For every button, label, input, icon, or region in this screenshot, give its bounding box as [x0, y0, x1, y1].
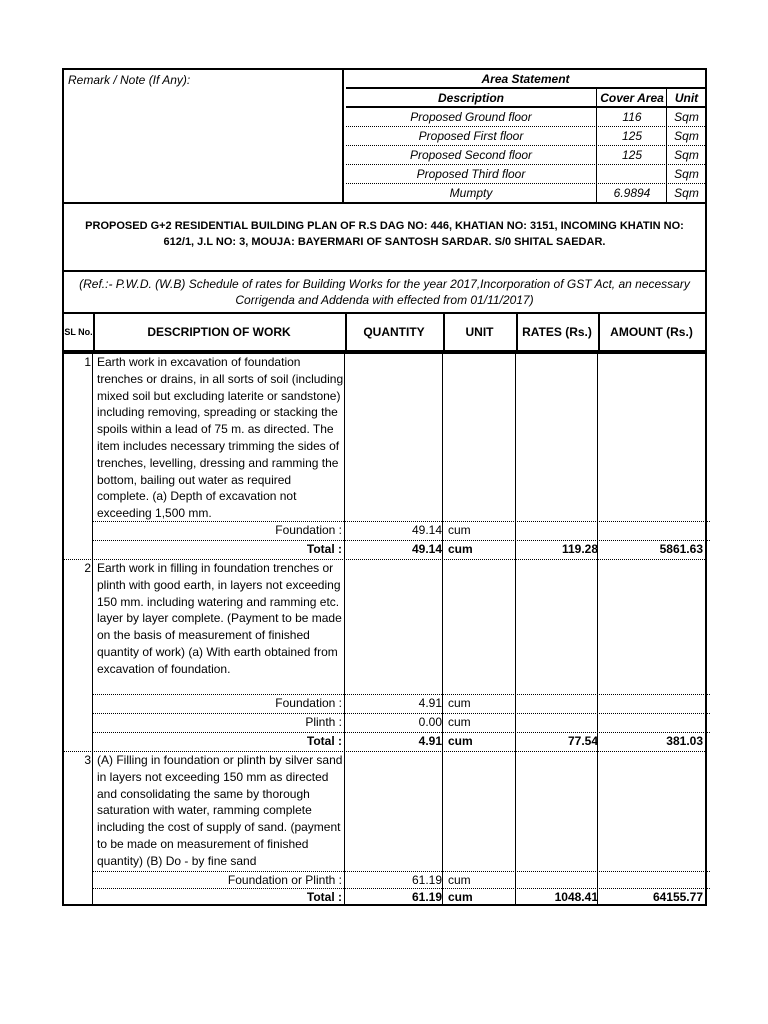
area-row-cover-area: 125 [596, 146, 667, 165]
header-block [62, 68, 707, 204]
area-row-unit: Sqm [666, 108, 706, 127]
total-amount: 64155.77 [652, 890, 703, 904]
col-header-description: DESCRIPTION OF WORK [93, 314, 347, 350]
total-quantity: 49.14 [411, 542, 442, 556]
sub-quantity: 4.91 [418, 696, 442, 710]
sub-row [93, 694, 710, 713]
total-amount: 5861.63 [659, 542, 703, 556]
area-row-unit: Sqm [666, 127, 706, 146]
item-description: Earth work in filling in foundation trenches or plinth with good earth, in layers not exceeding 150 mm. including watering and ramming etc. layer by layer complete. (Payment to be made on the basis of measurement of finished quantity of work) (a) With earth obtained from excavation of foundation. [97, 561, 342, 676]
sub-label: Plinth : [305, 715, 342, 729]
area-statement-title: Area Statement [346, 70, 705, 89]
work-items-table [62, 352, 707, 906]
sub-quantity: 61.19 [411, 873, 442, 887]
area-row-cover-area [596, 165, 667, 184]
total-unit: cum [448, 734, 473, 748]
area-row [346, 146, 705, 165]
sub-quantity: 0.00 [418, 715, 442, 729]
col-divider [442, 354, 443, 904]
sub-label: Foundation : [275, 696, 342, 710]
area-row-description: Proposed Third floor [416, 167, 526, 181]
total-rate: 1048.41 [554, 890, 598, 904]
sub-label: Foundation : [275, 523, 342, 537]
sub-unit: cum [448, 873, 471, 887]
total-row [93, 540, 710, 559]
total-label: Total : [306, 542, 342, 556]
item-sl: 2 [84, 561, 91, 575]
area-row-unit: Sqm [666, 184, 706, 203]
total-row [93, 732, 710, 751]
col-header-sl: SL No. [64, 314, 95, 350]
area-row [346, 165, 705, 184]
area-row-description: Mumpty [449, 186, 493, 200]
total-rate: 119.28 [561, 542, 598, 556]
sub-label: Foundation or Plinth : [227, 873, 342, 887]
area-row-cover-area: 6.9894 [596, 184, 667, 203]
total-unit: cum [448, 542, 473, 556]
item-sl: 1 [84, 355, 91, 369]
area-row-description: Proposed Second floor [409, 148, 533, 162]
col-header-rates: RATES (Rs.) [516, 314, 600, 350]
sub-unit: cum [448, 715, 471, 729]
total-rate: 77.54 [567, 734, 598, 748]
area-row [346, 184, 705, 203]
total-quantity: 61.19 [411, 890, 442, 904]
area-row [346, 127, 705, 146]
sub-unit: cum [448, 696, 471, 710]
item-description: (A) Filling in foundation or plinth by silver sand in layers not exceeding 150 mm as directed and consolidating the same by thorough saturation with water, ramming complete including the cost of supply of sand. (payment to be made on measurement of finished quantity) (B) Do - by fine sand [97, 753, 343, 868]
col-divider [515, 354, 516, 904]
remark-label: Remark / Note (If Any): [68, 73, 191, 87]
project-title: PROPOSED G+2 RESIDENTIAL BUILDING PLAN OF R.S DAG NO: 446, KHATIAN NO: 3151, INCOMING KHATIN NO: 612/1, J.L NO: 3, MOUJA: BAYERMARI OF SANTOSH SARDAR. S/0 SHITAL SAEDAR. [62, 204, 707, 272]
remark-cell [64, 70, 344, 202]
col-divider [597, 354, 598, 904]
col-header-unit: UNIT [443, 314, 518, 350]
sub-row [93, 521, 710, 540]
col-divider [92, 354, 93, 904]
total-label: Total : [306, 890, 342, 904]
reference-note: (Ref.:- P.W.D. (W.B) Schedule of rates for Building Works for the year 2017,Incorporation of GST Act, an necessary Corrigenda and Addenda with effected from 01/11/2017) [62, 272, 707, 314]
col-header-amount: AMOUNT (Rs.) [610, 325, 693, 339]
sub-unit: cum [448, 523, 471, 537]
area-row-unit: Sqm [666, 146, 706, 165]
area-header-unit: Unit [666, 89, 706, 108]
item-description: Earth work in excavation of foundation trenches or drains, in all sorts of soil (including mixed soil but excluding laterite or sandstone) including removing, spreading or stacking the spoils within a lead of 75 m. as directed. The item includes necessary trimming the sides of trenches, levelling, dressing and ramming the bottom, bailing out water as required complete. (a) Depth of excavation not exceeding 1,500 mm. [97, 355, 344, 521]
area-header-description: Description [437, 91, 504, 105]
total-unit: cum [448, 890, 473, 904]
area-row-unit: Sqm [666, 165, 706, 184]
table-header [62, 314, 707, 352]
area-statement-header [346, 89, 705, 108]
total-label: Total : [306, 734, 342, 748]
total-quantity: 4.91 [418, 734, 442, 748]
sub-row [93, 713, 710, 732]
area-row-cover-area: 125 [596, 127, 667, 146]
total-row [93, 888, 710, 907]
item-sl: 3 [84, 753, 91, 767]
area-header-cover-area: Cover Area [596, 89, 667, 108]
col-header-quantity: QUANTITY [345, 314, 445, 350]
sub-quantity: 49.14 [411, 523, 442, 537]
total-amount: 381.03 [666, 734, 703, 748]
area-row [346, 108, 705, 127]
area-row-description: Proposed First floor [418, 129, 524, 143]
area-row-cover-area: 116 [596, 108, 667, 127]
area-row-description: Proposed Ground floor [410, 110, 532, 124]
